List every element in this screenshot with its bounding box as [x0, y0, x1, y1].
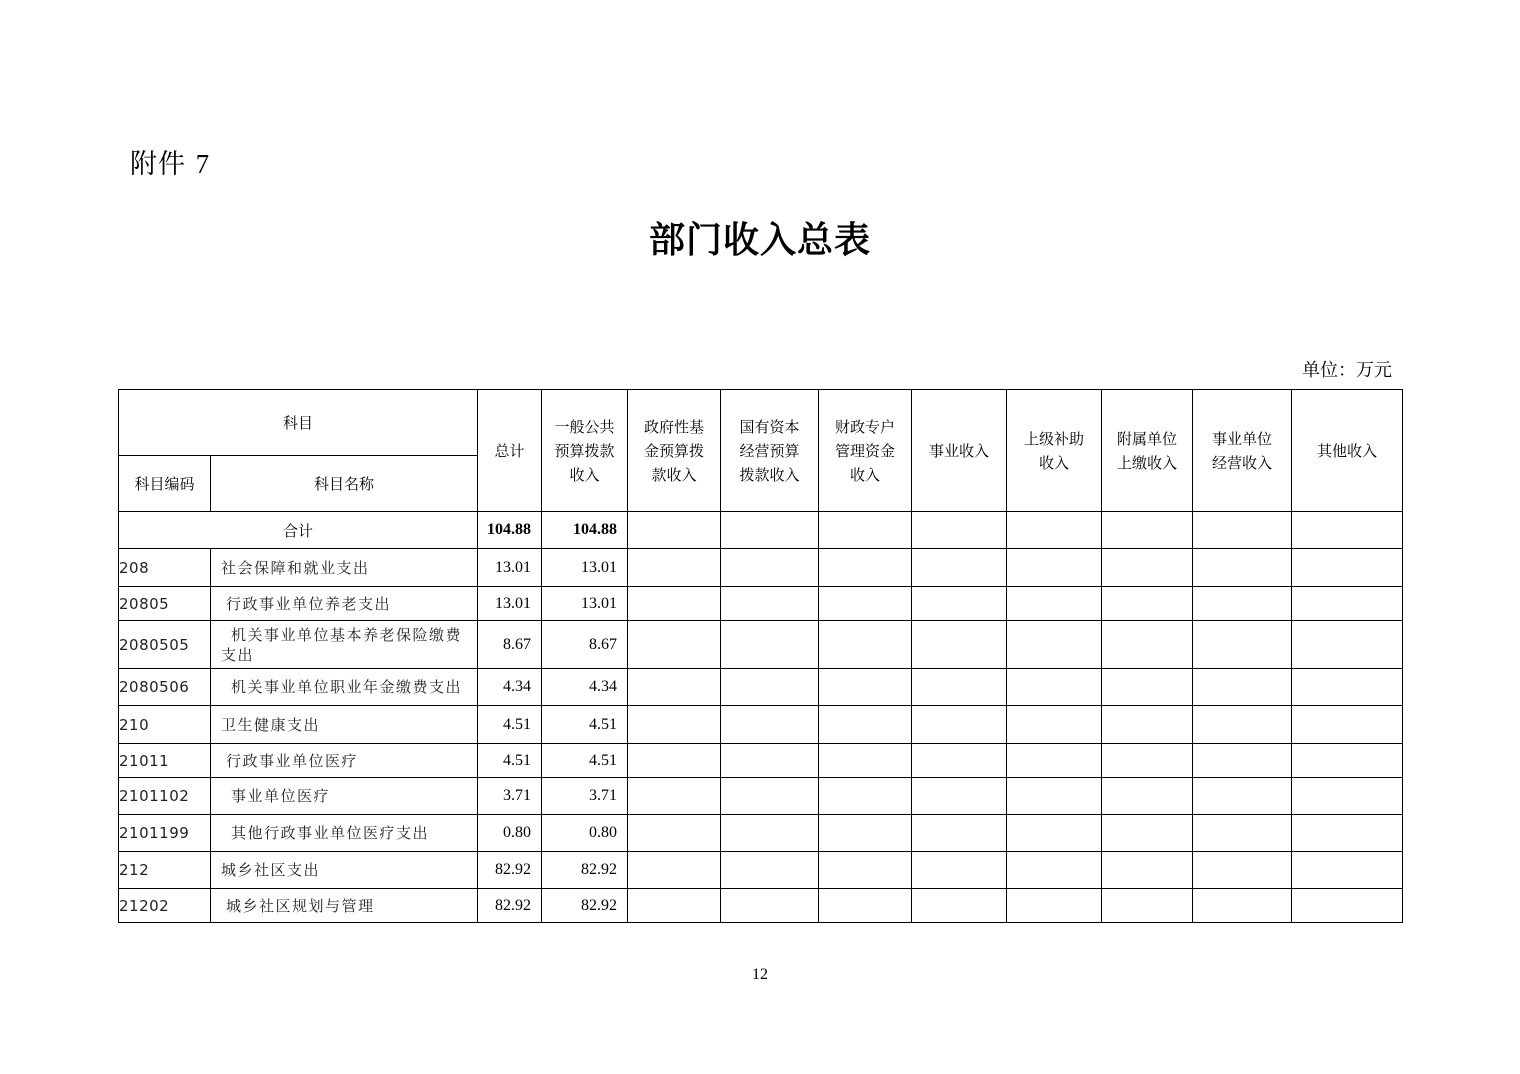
total-row — [119, 512, 1403, 549]
total-cell: 82.92 — [478, 889, 542, 923]
total-cell: 4.34 — [478, 669, 542, 706]
general-budget-cell: 0.80 — [542, 815, 628, 852]
subject-code: 2101102 — [119, 778, 211, 815]
subject-name: 社会保障和就业支出 — [211, 549, 478, 587]
header-business-income: 事业收入 — [912, 390, 1007, 512]
total-label: 合计 — [119, 512, 478, 549]
header-affiliated-payment: 附属单位上缴收入 — [1102, 390, 1193, 512]
header-operating-income: 事业单位经营收入 — [1193, 390, 1292, 512]
income-table — [118, 389, 1403, 923]
header-fiscal-special: 财政专户管理资金收入 — [819, 390, 912, 512]
total-cell: 13.01 — [478, 587, 542, 621]
table-row — [119, 621, 1403, 669]
subject-name: 机关事业单位基本养老保险缴费支出 — [211, 621, 478, 669]
table-row — [119, 587, 1403, 621]
general-budget-cell: 4.51 — [542, 706, 628, 744]
subject-name: 机关事业单位职业年金缴费支出 — [211, 669, 478, 706]
header-subject: 科目 — [119, 390, 478, 456]
subject-code: 21011 — [119, 744, 211, 778]
subject-code: 20805 — [119, 587, 211, 621]
header-subject-code: 科目编码 — [119, 456, 211, 512]
header-total: 总计 — [478, 390, 542, 512]
subject-code: 21202 — [119, 889, 211, 923]
table-row — [119, 744, 1403, 778]
general-budget-cell: 104.88 — [542, 512, 628, 549]
table-row — [119, 669, 1403, 706]
total-cell: 104.88 — [478, 512, 542, 549]
page-number: 12 — [752, 966, 768, 983]
general-budget-cell: 82.92 — [542, 889, 628, 923]
table-row — [119, 706, 1403, 744]
header-state-capital: 国有资本经营预算拨款收入 — [721, 390, 819, 512]
unit-label: 单位：万元 — [1302, 360, 1392, 381]
subject-name: 其他行政事业单位医疗支出 — [211, 815, 478, 852]
table-row — [119, 852, 1403, 889]
total-cell: 13.01 — [478, 549, 542, 587]
header-subject-name: 科目名称 — [211, 456, 478, 512]
attachment-number: 7 — [195, 149, 211, 179]
subject-name: 行政事业单位养老支出 — [211, 587, 478, 621]
header-superior-subsidy: 上级补助收入 — [1007, 390, 1102, 512]
general-budget-cell: 13.01 — [542, 587, 628, 621]
attachment-label — [130, 142, 210, 181]
total-cell: 4.51 — [478, 706, 542, 744]
subject-name: 事业单位医疗 — [211, 778, 478, 815]
general-budget-cell: 8.67 — [542, 621, 628, 669]
general-budget-cell: 4.51 — [542, 744, 628, 778]
subject-name: 城乡社区支出 — [211, 852, 478, 889]
attachment-text: 附件 — [130, 149, 186, 180]
subject-code: 2080506 — [119, 669, 211, 706]
subject-name: 城乡社区规划与管理 — [211, 889, 478, 923]
page-title: 部门收入总表 — [648, 219, 871, 261]
total-cell: 0.80 — [478, 815, 542, 852]
subject-code: 210 — [119, 706, 211, 744]
subject-name: 行政事业单位医疗 — [211, 744, 478, 778]
header-general-budget: 一般公共预算拨款收入 — [542, 390, 628, 512]
table-row — [119, 778, 1403, 815]
general-budget-cell: 82.92 — [542, 852, 628, 889]
total-cell: 8.67 — [478, 621, 542, 669]
total-cell: 3.71 — [478, 778, 542, 815]
subject-code: 212 — [119, 852, 211, 889]
header-gov-fund: 政府性基金预算拨款收入 — [628, 390, 721, 512]
general-budget-cell: 3.71 — [542, 778, 628, 815]
subject-code: 2101199 — [119, 815, 211, 852]
total-cell: 4.51 — [478, 744, 542, 778]
table-row — [119, 549, 1403, 587]
general-budget-cell: 4.34 — [542, 669, 628, 706]
subject-name: 卫生健康支出 — [211, 706, 478, 744]
subject-code: 208 — [119, 549, 211, 587]
total-cell: 82.92 — [478, 852, 542, 889]
table-row — [119, 815, 1403, 852]
general-budget-cell: 13.01 — [542, 549, 628, 587]
header-other-income: 其他收入 — [1292, 390, 1403, 512]
table-row — [119, 889, 1403, 923]
subject-code: 2080505 — [119, 621, 211, 669]
